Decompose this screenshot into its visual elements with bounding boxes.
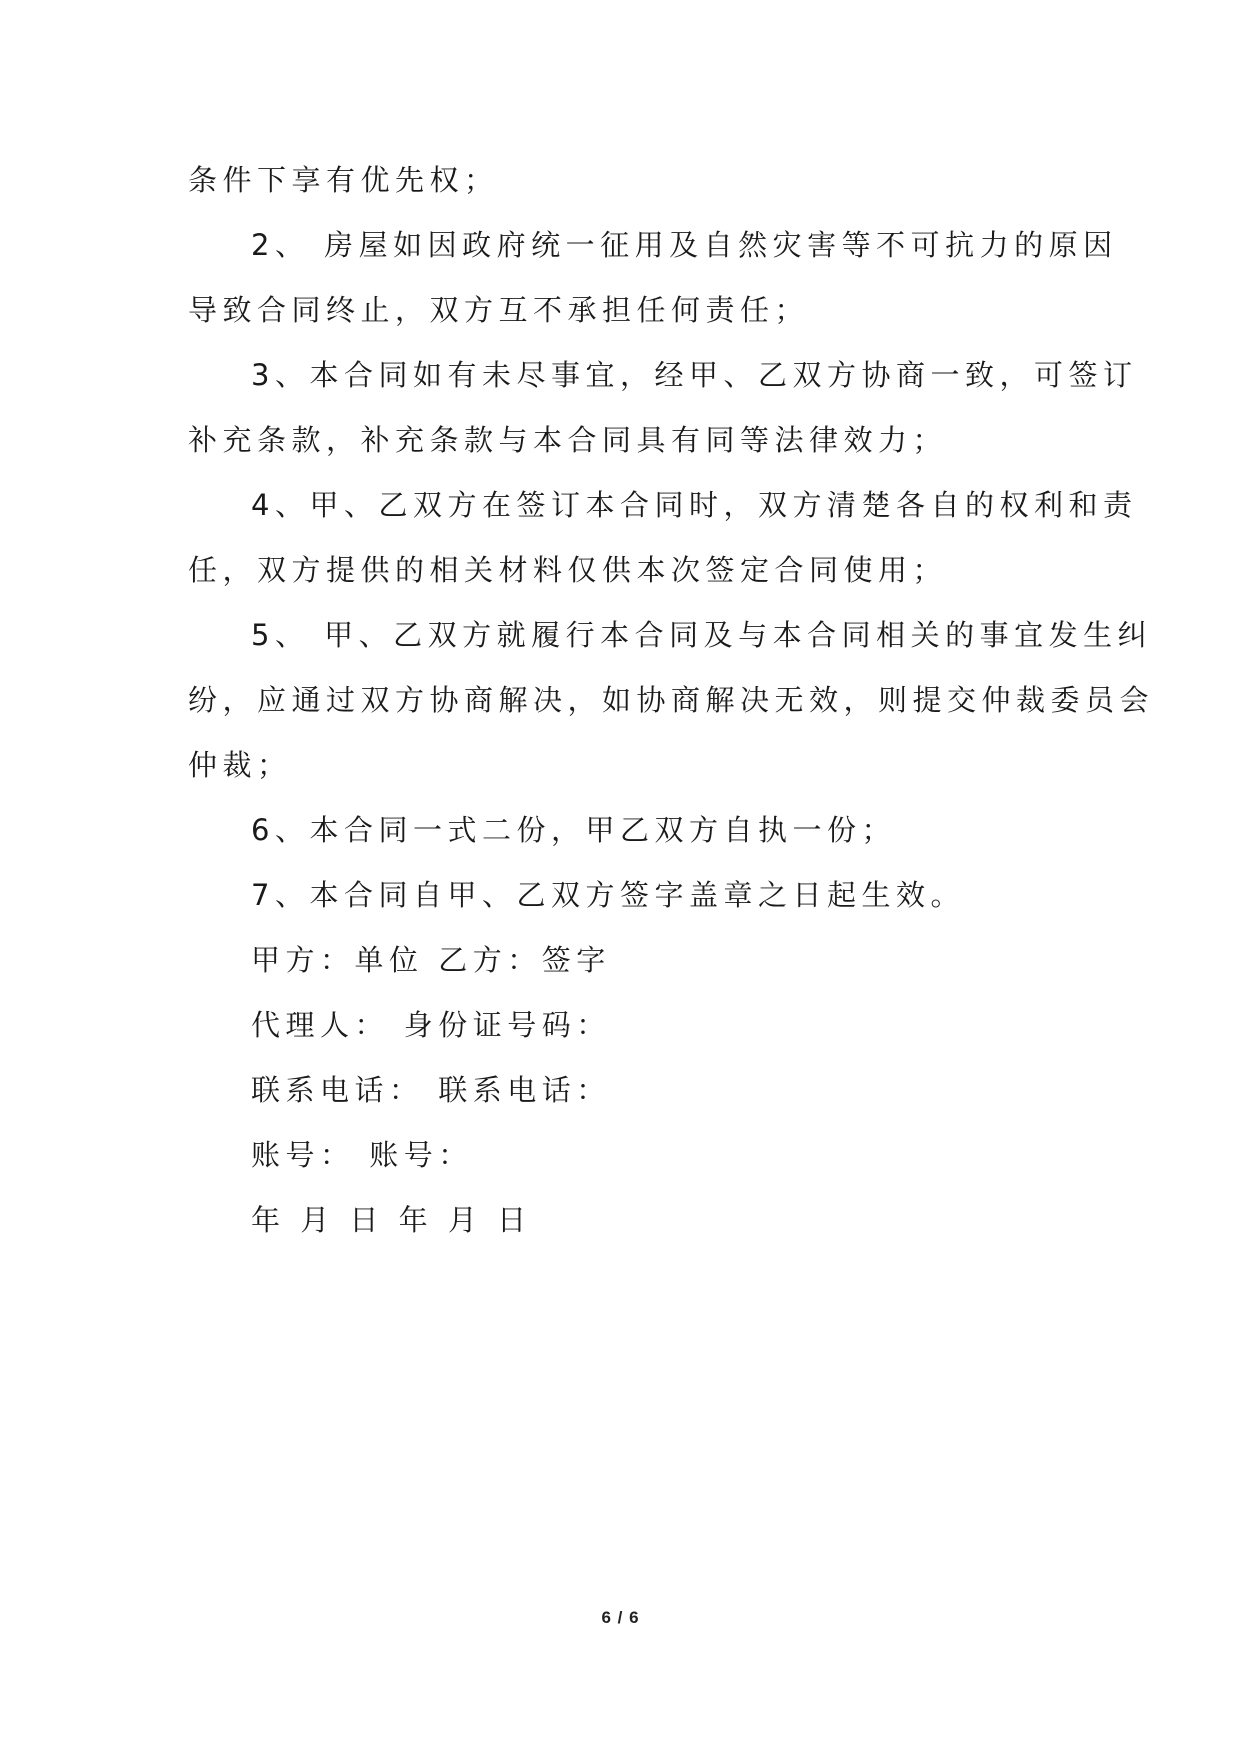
signature-account: 账号： 账号：: [251, 1138, 473, 1172]
clause-7: 7、本合同自甲、乙双方签字盖章之日起生效。: [251, 878, 965, 912]
clause-3-line-1: 3、本合同如有未尽事宜，经甲、乙双方协商一致，可签订: [251, 358, 1138, 392]
clause-4-line-2: 任，双方提供的相关材料仅供本次签定合同使用；: [188, 553, 948, 587]
clause-2-line-2: 导致合同终止，双方互不承担任何责任；: [188, 293, 810, 327]
clause-5-line-2: 纷，应通过双方协商解决，如协商解决无效，则提交仲裁委员会: [188, 683, 1155, 717]
clause-4-line-1: 4、甲、乙双方在签订本合同时，双方清楚各自的权利和责: [251, 488, 1138, 522]
clause-5-line-1: 5、 甲、乙双方就履行本合同及与本合同相关的事宜发生纠: [251, 618, 1153, 652]
page-number: 6 / 6: [601, 1608, 640, 1627]
clause-6: 6、本合同一式二份，甲乙双方自执一份；: [251, 813, 896, 847]
document-body: [188, 148, 1155, 1253]
signature-phone: 联系电话： 联系电话：: [251, 1073, 611, 1107]
signature-parties: 甲方：单位 乙方：签字: [251, 943, 611, 977]
clause-2-line-1: 2、 房屋如因政府统一征用及自然灾害等不可抗力的原因: [251, 228, 1118, 262]
text-line: 条件下享有优先权；: [188, 163, 499, 197]
clause-5-line-3: 仲裁；: [188, 748, 292, 782]
clause-3-line-2: 补充条款，补充条款与本合同具有同等法律效力；: [188, 423, 948, 457]
signature-date: 年 月 日 年 月 日: [251, 1203, 532, 1237]
signature-agent-id: 代理人： 身份证号码：: [251, 1008, 611, 1042]
